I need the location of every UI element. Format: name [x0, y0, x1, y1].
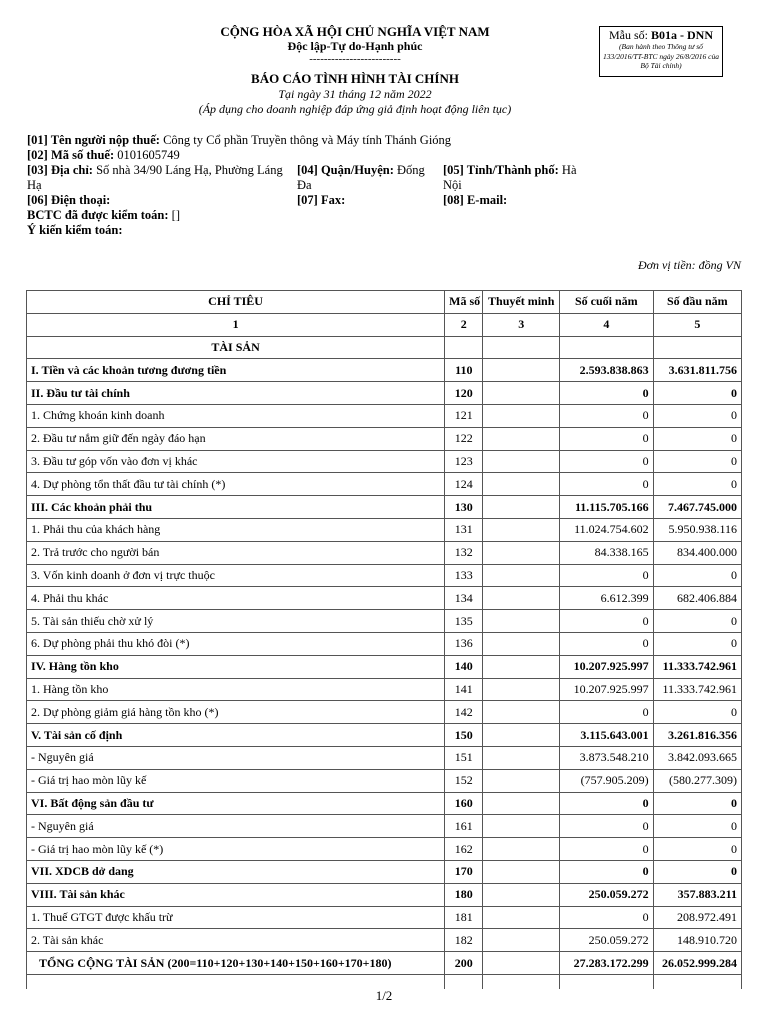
page-number: 1/2 — [375, 988, 393, 1003]
total-row — [27, 952, 742, 975]
district-cell — [297, 163, 427, 193]
row-label: TỔNG CỘNG TÀI SẢN (200=110+120+130+140+150+160+170+180) — [27, 952, 445, 975]
row-note — [483, 883, 560, 906]
row-begin-year-value: 0 — [653, 815, 741, 838]
row-end-year-value: 0 — [560, 404, 654, 427]
index-cell: 1 — [27, 313, 445, 336]
row-begin-year-value: 0 — [653, 632, 741, 655]
row-note — [483, 838, 560, 861]
row-begin-year-value: 0 — [653, 450, 741, 473]
email-label: [08] E-mail: — [443, 193, 508, 207]
row-label: VII. XDCB dở dang — [27, 860, 445, 883]
row-label: 1. Phải thu của khách hàng — [27, 518, 445, 541]
table-row — [27, 838, 742, 861]
row-note — [483, 678, 560, 701]
row-end-year-value: 0 — [560, 906, 654, 929]
row-code: 150 — [445, 724, 483, 747]
row-begin-year-value: 0 — [653, 860, 741, 883]
row-end-year-value: 0 — [560, 473, 654, 496]
row-label: VI. Bất động sản đầu tư — [27, 792, 445, 815]
row-note — [483, 952, 560, 975]
row-label: 1. Chứng khoán kinh doanh — [27, 404, 445, 427]
row-begin-year-value: 682.406.884 — [653, 587, 741, 610]
row-code: 133 — [445, 564, 483, 587]
province-value: Hà Nội — [443, 163, 577, 192]
row-code: 110 — [445, 359, 483, 382]
table-row — [27, 382, 742, 405]
header-divider: ------------------------- — [309, 53, 401, 65]
row-label: - Nguyên giá — [27, 746, 445, 769]
row-end-year-value: 3.115.643.001 — [560, 724, 654, 747]
row-end-year-value: 0 — [560, 815, 654, 838]
motto: Độc lập-Tự do-Hạnh phúc — [287, 39, 423, 53]
row-code: 134 — [445, 587, 483, 610]
row-note — [483, 724, 560, 747]
email-cell — [443, 193, 507, 208]
row-begin-year-value: 834.400.000 — [653, 541, 741, 564]
table-row — [27, 746, 742, 769]
index-cell: 3 — [483, 313, 560, 336]
row-end-year-value: 11.115.705.166 — [560, 496, 654, 519]
row-begin-year-value: 208.972.491 — [653, 906, 741, 929]
row-note — [483, 564, 560, 587]
row-label: 2. Trả trước cho người bán — [27, 541, 445, 564]
row-label: 4. Phải thu khác — [27, 587, 445, 610]
table-row — [27, 655, 742, 678]
row-end-year-value: 0 — [560, 838, 654, 861]
table-row — [27, 496, 742, 519]
row-code: 161 — [445, 815, 483, 838]
district-value: Đống Đa — [297, 163, 425, 192]
row-code: 160 — [445, 792, 483, 815]
row-begin-year-value: 3.842.093.665 — [653, 746, 741, 769]
table-row — [27, 450, 742, 473]
nation-title: CỘNG HÒA XÃ HỘI CHỦ NGHĨA VIỆT NAM — [220, 24, 490, 39]
empty-cell — [653, 974, 741, 989]
row-note — [483, 587, 560, 610]
table-header-row — [27, 291, 742, 314]
taxpayer-name: Công ty Cổ phần Truyền thông và Máy tính Thánh Gióng — [159, 133, 452, 147]
row-end-year-value: 10.207.925.997 — [560, 655, 654, 678]
table-row — [27, 792, 742, 815]
taxpayer-row — [27, 133, 747, 148]
row-code: 200 — [445, 952, 483, 975]
row-begin-year-value: 3.261.816.356 — [653, 724, 741, 747]
header-end-year: Số cuối năm — [560, 291, 654, 314]
row-end-year-value: 0 — [560, 610, 654, 633]
row-label: 2. Tài sản khác — [27, 929, 445, 952]
form-code-box — [599, 26, 723, 77]
table-row — [27, 883, 742, 906]
table-row — [27, 701, 742, 724]
empty-cell — [445, 974, 483, 989]
taxpayer-label: [01] Tên người nộp thuế: — [27, 133, 160, 147]
row-begin-year-value: 0 — [653, 610, 741, 633]
row-note — [483, 450, 560, 473]
row-begin-year-value: 11.333.742.961 — [653, 655, 741, 678]
header-begin-year: Số đầu năm — [653, 291, 741, 314]
row-begin-year-value: 7.467.745.000 — [653, 496, 741, 519]
row-label: 2. Đầu tư nắm giữ đến ngày đáo hạn — [27, 427, 445, 450]
table-row — [27, 929, 742, 952]
row-code: 151 — [445, 746, 483, 769]
row-code: 121 — [445, 404, 483, 427]
currency-unit: Đơn vị tiền: đồng VN — [637, 258, 741, 272]
fax-cell — [297, 193, 345, 208]
row-label: V. Tài sản cố định — [27, 724, 445, 747]
row-code: 180 — [445, 883, 483, 906]
row-note — [483, 655, 560, 678]
table-row — [27, 906, 742, 929]
row-end-year-value: 250.059.272 — [560, 929, 654, 952]
row-code: 120 — [445, 382, 483, 405]
row-code: 124 — [445, 473, 483, 496]
row-note — [483, 769, 560, 792]
row-begin-year-value: 0 — [653, 427, 741, 450]
empty-cell — [560, 974, 654, 989]
phone-label: [06] Điện thoại: — [27, 193, 111, 207]
row-note — [483, 746, 560, 769]
row-note — [483, 860, 560, 883]
row-note — [483, 792, 560, 815]
row-begin-year-value: 0 — [653, 473, 741, 496]
row-code: 182 — [445, 929, 483, 952]
row-label: - Giá trị hao mòn lũy kế — [27, 769, 445, 792]
row-note — [483, 906, 560, 929]
province-cell — [443, 163, 593, 193]
taxcode-row — [27, 148, 747, 163]
table-row — [27, 632, 742, 655]
section-title: TÀI SẢN — [27, 336, 445, 359]
row-end-year-value: 84.338.165 — [560, 541, 654, 564]
row-label: - Nguyên giá — [27, 815, 445, 838]
row-label: 6. Dự phòng phải thu khó đòi (*) — [27, 632, 445, 655]
row-begin-year-value: 357.883.211 — [653, 883, 741, 906]
section-row — [27, 336, 742, 359]
row-note — [483, 929, 560, 952]
row-begin-year-value: 148.910.720 — [653, 929, 741, 952]
row-code: 141 — [445, 678, 483, 701]
row-end-year-value: 6.612.399 — [560, 587, 654, 610]
row-label: II. Đầu tư tài chính — [27, 382, 445, 405]
empty-cell — [483, 974, 560, 989]
row-code: 123 — [445, 450, 483, 473]
row-end-year-value: 11.024.754.602 — [560, 518, 654, 541]
report-note: (Áp dụng cho doanh nghiệp đáp ứng giả định hoạt động liên tục) — [198, 102, 512, 116]
row-label: I. Tiền và các khoản tương đương tiền — [27, 359, 445, 382]
row-begin-year-value: 11.333.742.961 — [653, 678, 741, 701]
row-code: 131 — [445, 518, 483, 541]
address-row — [27, 163, 747, 193]
row-begin-year-value: 0 — [653, 838, 741, 861]
header-note: Thuyết minh — [483, 291, 560, 314]
row-end-year-value: 0 — [560, 701, 654, 724]
row-begin-year-value: 0 — [653, 382, 741, 405]
row-end-year-value: 0 — [560, 564, 654, 587]
index-cell: 5 — [653, 313, 741, 336]
row-end-year-value: (757.905.209) — [560, 769, 654, 792]
row-label: 4. Dự phòng tổn thất đầu tư tài chính (*) — [27, 473, 445, 496]
row-label: 3. Vốn kinh doanh ở đơn vị trực thuộc — [27, 564, 445, 587]
row-end-year-value: 10.207.925.997 — [560, 678, 654, 701]
table-row — [27, 587, 742, 610]
row-code: 130 — [445, 496, 483, 519]
audited-value: [] — [168, 208, 180, 222]
address-value: Số nhà 34/90 Láng Hạ, Phường Láng Hạ — [27, 163, 283, 192]
address-cell — [27, 163, 292, 193]
row-note — [483, 541, 560, 564]
row-note — [483, 632, 560, 655]
row-begin-year-value: 0 — [653, 564, 741, 587]
row-begin-year-value: 26.052.999.284 — [653, 952, 741, 975]
taxcode-value: 0101605749 — [114, 148, 180, 162]
audited-label: BCTC đã được kiểm toán: — [27, 208, 169, 222]
row-end-year-value: 3.873.548.210 — [560, 746, 654, 769]
row-label: IV. Hàng tồn kho — [27, 655, 445, 678]
row-label: 2. Dự phòng giảm giá hàng tồn kho (*) — [27, 701, 445, 724]
row-code: 142 — [445, 701, 483, 724]
table-row — [27, 473, 742, 496]
row-label: - Giá trị hao mòn lũy kế (*) — [27, 838, 445, 861]
row-code: 122 — [445, 427, 483, 450]
audited-row — [27, 208, 747, 223]
row-label: III. Các khoản phải thu — [27, 496, 445, 519]
row-note — [483, 473, 560, 496]
row-label: VIII. Tài sản khác — [27, 883, 445, 906]
address-label: [03] Địa chỉ: — [27, 163, 93, 177]
row-note — [483, 610, 560, 633]
table-row — [27, 860, 742, 883]
table-row — [27, 769, 742, 792]
row-begin-year-value: (580.277.309) — [653, 769, 741, 792]
row-end-year-value: 2.593.838.863 — [560, 359, 654, 382]
row-end-year-value: 0 — [560, 792, 654, 815]
table-row — [27, 518, 742, 541]
index-cell: 2 — [445, 313, 483, 336]
table-row — [27, 404, 742, 427]
row-end-year-value: 27.283.172.299 — [560, 952, 654, 975]
empty-cell — [27, 974, 445, 989]
row-end-year-value: 0 — [560, 450, 654, 473]
row-end-year-value: 0 — [560, 382, 654, 405]
row-begin-year-value: 0 — [653, 404, 741, 427]
row-code: 140 — [445, 655, 483, 678]
fax-label: [07] Fax: — [297, 193, 346, 207]
table-row — [27, 427, 742, 450]
row-label: 5. Tài sản thiếu chờ xử lý — [27, 610, 445, 633]
empty-cell — [560, 336, 654, 359]
index-cell: 4 — [560, 313, 654, 336]
form-code — [600, 28, 722, 42]
row-note — [483, 427, 560, 450]
row-note — [483, 404, 560, 427]
taxpayer-info — [27, 133, 747, 238]
row-note — [483, 815, 560, 838]
province-label: [05] Tỉnh/Thành phố: — [443, 163, 559, 177]
row-note — [483, 518, 560, 541]
phone-cell — [27, 193, 110, 208]
row-label: 1. Hàng tồn kho — [27, 678, 445, 701]
row-begin-year-value: 0 — [653, 792, 741, 815]
header-code: Mã số — [445, 291, 483, 314]
row-label: 3. Đầu tư góp vốn vào đơn vị khác — [27, 450, 445, 473]
table-row — [27, 724, 742, 747]
header-indicator: CHỈ TIÊU — [27, 291, 445, 314]
row-end-year-value: 0 — [560, 632, 654, 655]
report-title: BÁO CÁO TÌNH HÌNH TÀI CHÍNH — [251, 71, 459, 86]
table-row — [27, 359, 742, 382]
table-row — [27, 815, 742, 838]
taxcode-label: [02] Mã số thuế: — [27, 148, 115, 162]
continuation-row — [27, 974, 742, 989]
row-code: 181 — [445, 906, 483, 929]
row-code: 170 — [445, 860, 483, 883]
row-end-year-value: 0 — [560, 860, 654, 883]
column-index-row — [27, 313, 742, 336]
table-row — [27, 541, 742, 564]
row-note — [483, 496, 560, 519]
table-row — [27, 678, 742, 701]
row-note — [483, 701, 560, 724]
row-code: 132 — [445, 541, 483, 564]
row-begin-year-value: 5.950.938.116 — [653, 518, 741, 541]
report-date: Tại ngày 31 tháng 12 năm 2022 — [278, 87, 432, 101]
row-note — [483, 359, 560, 382]
empty-cell — [483, 336, 560, 359]
financial-table — [26, 290, 742, 989]
row-begin-year-value: 0 — [653, 701, 741, 724]
empty-cell — [653, 336, 741, 359]
table-row — [27, 564, 742, 587]
empty-cell — [445, 336, 483, 359]
row-begin-year-value: 3.631.811.756 — [653, 359, 741, 382]
row-end-year-value: 0 — [560, 427, 654, 450]
audit-opinion-row — [27, 223, 747, 238]
row-code: 136 — [445, 632, 483, 655]
row-end-year-value: 250.059.272 — [560, 883, 654, 906]
document-header — [120, 24, 590, 117]
audit-opinion-label: Ý kiến kiểm toán: — [27, 223, 123, 237]
row-code: 152 — [445, 769, 483, 792]
row-code: 162 — [445, 838, 483, 861]
row-note — [483, 382, 560, 405]
row-label: 1. Thuế GTGT được khấu trừ — [27, 906, 445, 929]
table-row — [27, 610, 742, 633]
form-regulation-note: (Ban hành theo Thông tư số 133/2016/TT-BTC ngày 26/8/2016 của Bộ Tài chính) — [603, 42, 719, 70]
form-code-value: B01a - DNN — [651, 28, 713, 42]
form-code-label: Mẫu số: — [609, 28, 651, 42]
district-label: [04] Quận/Huyện: — [297, 163, 394, 177]
contact-row — [27, 193, 747, 208]
row-code: 135 — [445, 610, 483, 633]
